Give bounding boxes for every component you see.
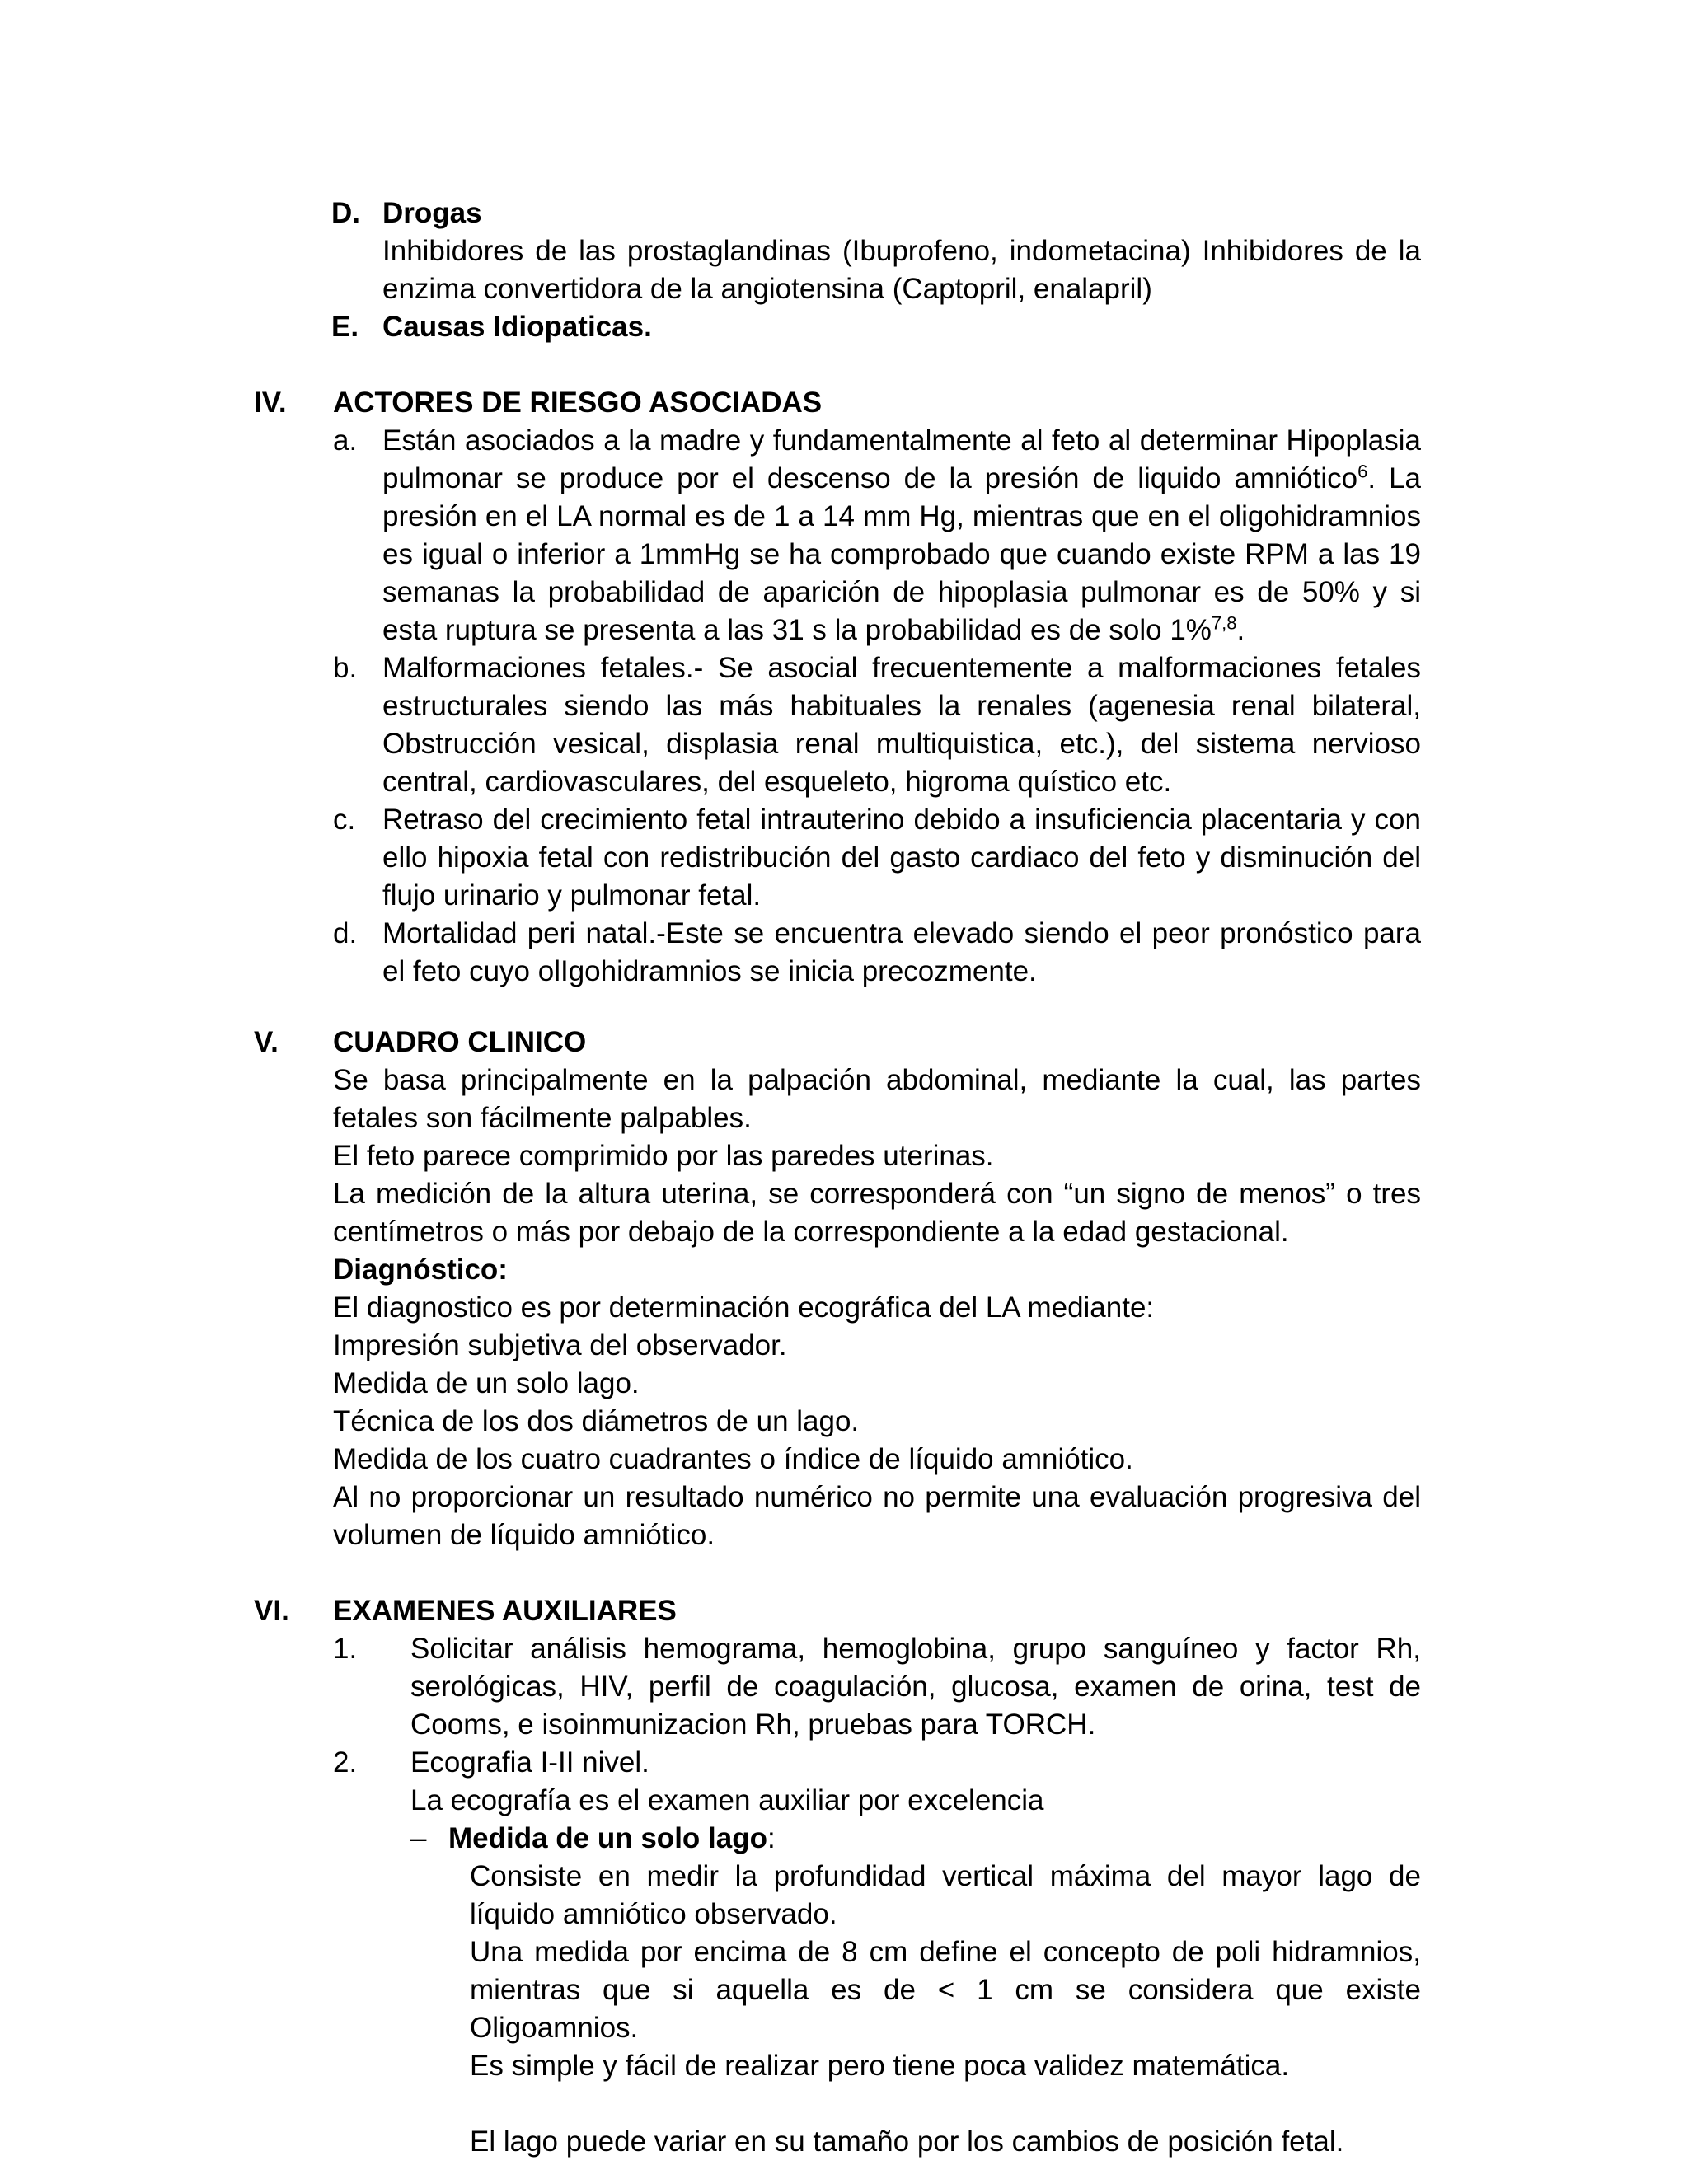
list-item-text: Ecografia I-II nivel. xyxy=(410,1746,649,1779)
section-vi-title: EXAMENES AUXILIARES xyxy=(333,1595,677,1627)
list-item xyxy=(333,422,1421,649)
list-marker: 2. xyxy=(333,1746,358,1779)
drugs-marker: D. xyxy=(331,197,360,229)
sub-item-title: Medida de un solo lago xyxy=(448,1822,767,1854)
paragraph: El diagnostico es por determinación ecográfica del LA mediante: xyxy=(333,1291,1155,1324)
list-item xyxy=(333,801,1421,915)
idiopathic-marker: E. xyxy=(331,311,359,343)
list-item xyxy=(333,1630,1421,1744)
drugs-title: Drogas xyxy=(382,197,482,229)
list-item-text: Malformaciones fetales.- Se asocial frecuentemente a malformaciones fetales estructurales siendo las más habituales la renales (agenesia renal bilateral, Obstrucción vesical, displasia renal multiquistica, etc.), del sistema nervioso central, cardiovasculares, del esqueleto, higroma quístico etc. xyxy=(382,652,1421,798)
drugs-text: Inhibidores de las prostaglandinas (Ibuprofeno, indometacina) Inhibidores de la enzima convertidora de la angiotensina (Captopril, enalapril) xyxy=(382,235,1421,305)
risk-factor-list xyxy=(333,422,1421,991)
paragraph: Consiste en medir la profundidad vertical máxima del mayor lago de líquido amniótico observado. xyxy=(470,1860,1421,1930)
paragraph: El lago puede variar en su tamaño por los cambios de posición fetal. xyxy=(470,2125,1344,2158)
section-v-body xyxy=(333,1062,1421,1554)
section-v-title: CUADRO CLINICO xyxy=(333,1026,587,1058)
paragraph: Una medida por encima de 8 cm define el concepto de poli hidramnios, mientras que si aquella es de < 1 cm se considera que existe Oligoamnios. xyxy=(470,1936,1421,2044)
list-item-text: Retraso del crecimiento fetal intrauterino debido a insuficiencia placentaria y con ello hipoxia fetal con redistribución del gasto cardiaco del feto y disminución del flujo urinario y pulmonar fetal. xyxy=(382,804,1421,912)
paragraph: Técnica de los dos diámetros de un lago. xyxy=(333,1405,860,1437)
sub-item-body xyxy=(470,1858,1421,2161)
list-item xyxy=(333,1744,1421,1782)
section-iv-title: ACTORES DE RIESGO ASOCIADAS xyxy=(333,387,823,419)
list-item-text: Solicitar análisis hemograma, hemoglobina, grupo sanguíneo y factor Rh, serológicas, HIV, perfil de coagulación, glucosa, examen de orina, test de Cooms, e isoinmunizacion Rh, pruebas para TORCH. xyxy=(410,1633,1421,1741)
paragraph: Medida de un solo lago. xyxy=(333,1367,640,1399)
list-marker: d. xyxy=(333,917,358,949)
idiopathic-title: Causas Idiopaticas. xyxy=(382,311,652,343)
paragraph: Impresión subjetiva del observador. xyxy=(333,1329,787,1361)
list-item-text: Están asociados a la madre y fundamentalmente al feto al determinar Hipoplasia pulmonar se produce por el descenso de la presión de liquido amniótico$^6$. La presión en el LA normal es de 1 a 14 mm Hg, mientras que en el oligohidramnios es igual o inferior a 1mmHg se ha comprobado que cuando existe RPM a las 19 semanas la probabilidad de aparición de hipoplasia pulmonar es de 50% y si esta ruptura se presenta a las 31 s la probabilidad es de solo 1%$^{7,8}$. xyxy=(382,424,1421,646)
section-v-number: V. xyxy=(254,1026,279,1058)
paragraph: Medida de los cuatro cuadrantes o índice de líquido amniótico. xyxy=(333,1443,1133,1475)
paragraph: Se basa principalmente en la palpación abdominal, mediante la cual, las partes fetales son fácilmente palpables. xyxy=(333,1064,1421,1134)
list-item xyxy=(333,915,1421,991)
exam-list xyxy=(333,1630,1421,2161)
section-iv-number: IV. xyxy=(254,387,287,419)
list-marker: b. xyxy=(333,652,358,684)
section-vi-number: VI. xyxy=(254,1595,289,1627)
paragraph: El feto parece comprimido por las paredes uterinas. xyxy=(333,1140,994,1172)
paragraph: Al no proporcionar un resultado numérico no permite una evaluación progresiva del volumen de líquido amniótico. xyxy=(333,1481,1421,1551)
diagnosis-heading: Diagnóstico: xyxy=(333,1254,508,1286)
list-item-text: Mortalidad peri natal.-Este se encuentra elevado siendo el peor pronóstico para el feto cuyo olIgohidramnios se inicia precozmente. xyxy=(382,917,1421,987)
list-marker: c. xyxy=(333,804,356,836)
sub-item-heading: – Medida de un solo lago: xyxy=(333,1820,1421,1858)
paragraph: Es simple y fácil de realizar pero tiene poca validez matemática. xyxy=(470,2050,1290,2082)
list-item xyxy=(333,649,1421,801)
paragraph: La medición de la altura uterina, se corresponderá con “un signo de menos” o tres centímetros o más por debajo de la correspondiente a la edad gestacional. xyxy=(333,1178,1421,1248)
paragraph: La ecografía es el examen auxiliar por excelencia xyxy=(410,1784,1044,1816)
list-marker: 1. xyxy=(333,1633,358,1665)
list-marker: a. xyxy=(333,424,358,457)
dash-marker: – xyxy=(410,1822,427,1854)
